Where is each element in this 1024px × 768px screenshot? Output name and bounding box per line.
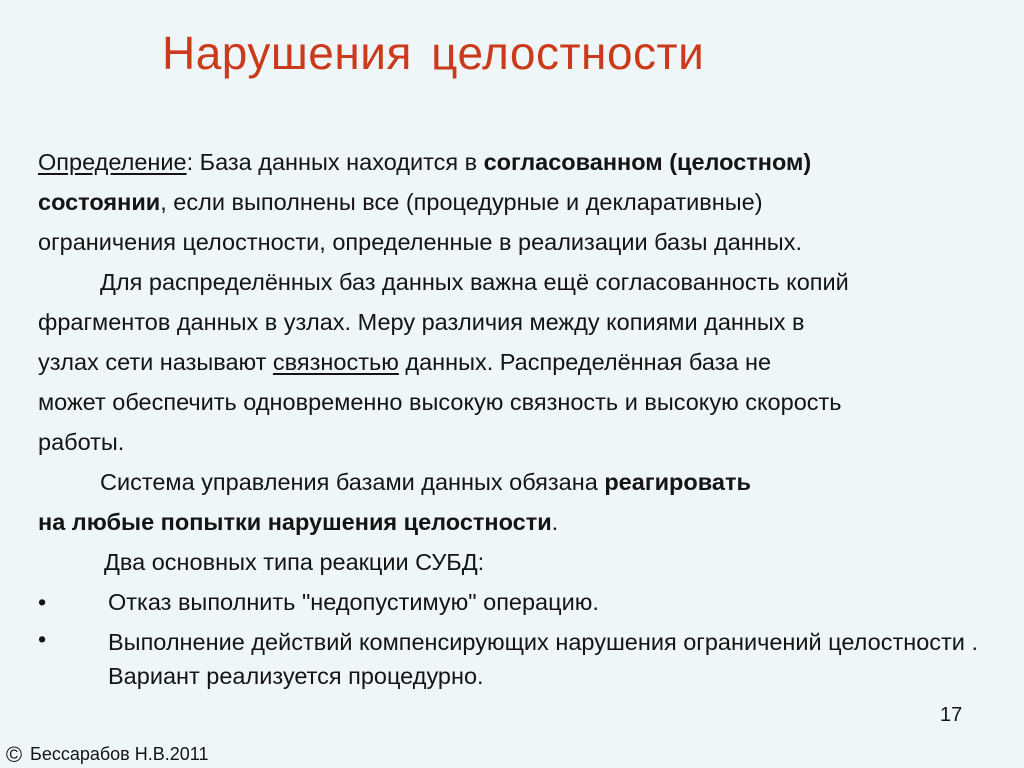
slide-title: Нарушения целостности: [162, 27, 705, 79]
dbms-text: Система управления базами данных обязана: [100, 469, 605, 495]
bullet-item-compensate: [38, 622, 1018, 693]
copyright-icon: ©: [5, 741, 23, 767]
dbms-line-1: [38, 462, 1018, 502]
dbms-period: .: [551, 509, 559, 535]
bullet-item-refuse: [38, 582, 1018, 622]
definition-term: Определение: [38, 149, 187, 175]
connectivity-term: связностью: [272, 349, 399, 375]
footer: [4, 741, 209, 767]
bullet-icon: •: [38, 626, 47, 652]
definition-bold-state: состоянии: [38, 189, 161, 215]
distributed-text-3a: узлах сети называют: [38, 349, 273, 375]
distributed-line-2: фрагментов данных в узлах. Меру различия между копиями данных в: [38, 309, 805, 335]
distributed-line-3: [38, 342, 1018, 382]
bullet-text-refuse: Отказ выполнить "недопустимую" операцию.: [108, 589, 599, 615]
distributed-line-4: может обеспечить одновременно высокую связность и высокую скорость: [38, 389, 842, 415]
dbms-line-2: [38, 502, 1018, 542]
distributed-text-3c: данных. Распределённая база не: [398, 349, 772, 375]
definition-text-2: , если выполнены все (процедурные и декларативные): [160, 189, 763, 215]
distributed-line-1: Для распределённых баз данных важна ещё согласованность копий: [100, 269, 849, 295]
definition-text: : База данных находится в: [186, 149, 484, 175]
dbms-bold-react: реагировать: [604, 469, 751, 495]
definition-line-2: [38, 182, 1018, 222]
author-credit: Бессарабов Н.В.2011: [30, 744, 209, 764]
definition-bold-term: согласованном (целостном): [483, 149, 812, 175]
definition-line-3: ограничения целостности, определенные в реализации базы данных.: [38, 229, 802, 255]
dbms-bold-violation: на любые попытки нарушения целостности: [38, 509, 552, 535]
distributed-line-5: работы.: [38, 429, 125, 455]
page-number: 17: [940, 704, 963, 726]
reaction-types-heading: Два основных типа реакции СУБД:: [104, 549, 485, 575]
slide-body: [38, 142, 1018, 693]
bullet-icon: •: [38, 589, 47, 615]
definition-line-1: [38, 142, 1018, 182]
bullet-text-compensate: Выполнение действий компенсирующих нарушения ограничений целостности . Вариант реализуется процедурно.: [108, 629, 978, 689]
